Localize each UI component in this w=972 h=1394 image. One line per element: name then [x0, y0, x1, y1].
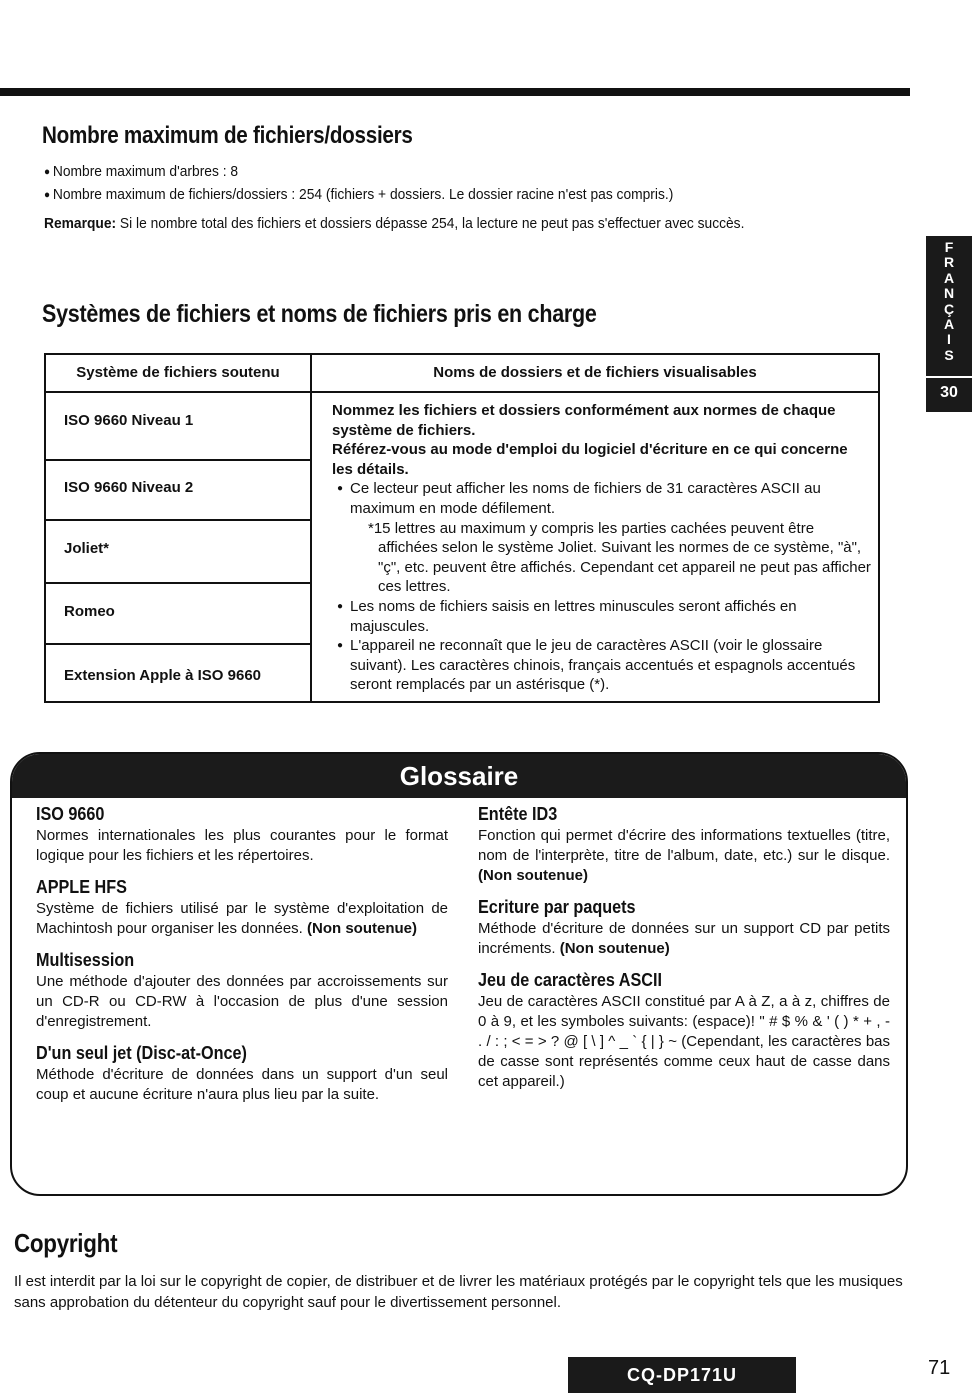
table-cell-system: Romeo: [64, 603, 115, 620]
tab-letter: F: [944, 239, 954, 255]
definition-text: Système de fichiers utilisé par le système d'exploitation de Machintosh pour organiser les données.: [36, 900, 448, 937]
tab-letter: S: [944, 346, 954, 363]
model-badge: CQ-DP171U: [568, 1357, 796, 1393]
software-reference: Référez-vous au mode d'emploi du logiciel d'écriture en ce qui concerne les détails.: [332, 441, 848, 478]
section-title-file-systems: Systèmes de fichiers et noms de fichiers pris en charge: [42, 300, 597, 328]
list-item: ● L'appareil ne reconnaît que le jeu de caractères ASCII (voir le glossaire suivant). Les caractères chinois, français accentués et espagnols accentués seront remplacés par un astérisque (*).: [332, 636, 872, 695]
glossary-box: [10, 752, 908, 1196]
list-item: ● Les noms de fichiers saisis en lettres minuscules seront affichés en majuscules.: [332, 597, 872, 636]
table-cell-system: ISO 9660 Niveau 1: [64, 412, 194, 429]
section-title-max-files: Nombre maximum de fichiers/dossiers: [42, 122, 413, 149]
row-divider: [46, 459, 310, 461]
glossary-definition: Normes internationales les plus courantes pour le format logique pour les fichiers et les répertoires.: [36, 827, 448, 864]
top-rule: [0, 88, 910, 96]
tab-letter: A: [943, 316, 955, 333]
list-item: ● Nombre maximum de fichiers/dossiers : 254 (fichiers + dossiers. Le dossier racine n'est pas compris.): [44, 184, 872, 207]
definition-text: Fonction qui permet d'écrire des informations textuelles (titre, nom de l'interprète, titre de l'album, date, etc.) sur le disque.: [478, 827, 890, 864]
tab-letter: R: [943, 254, 955, 271]
glossary-term: APPLE HFS: [36, 877, 127, 897]
language-tab: [926, 236, 972, 412]
glossary-term: Multisession: [36, 950, 135, 970]
bullet-text: Ce lecteur peut afficher les noms de fichiers de 31 caractères ASCII au maximum en mode défilement.: [350, 480, 821, 517]
definition-text: Méthode d'écriture de données sur un support CD par petits incréments.: [478, 920, 890, 957]
tab-divider: [926, 376, 972, 378]
unsupported-tag: (Non soutenue): [307, 920, 418, 937]
names-bullet-list: [332, 479, 872, 695]
glossary-term: Jeu de caractères ASCII: [478, 970, 663, 990]
glossary-definition: [478, 919, 890, 959]
glossary-column-left: [36, 802, 448, 1114]
table-cell-names: [332, 401, 872, 695]
list-item: [332, 479, 872, 597]
row-divider: [46, 582, 310, 584]
remark-label: Remarque:: [44, 215, 117, 232]
table-cell-system: Extension Apple à ISO 9660: [64, 667, 262, 684]
section-number: 30: [940, 384, 958, 401]
glossary-term: Ecriture par paquets: [478, 897, 636, 917]
tab-letter: I: [947, 331, 951, 348]
glossary-definition: Une méthode d'ajouter des données par accroissements sur un CD-R ou CD-RW à l'occasion de plus d'une session d'enregistrement.: [36, 973, 448, 1030]
glossary-term: D'un seul jet (Disc-at-Once): [36, 1043, 247, 1063]
table-header-systems: Système de fichiers soutenu: [76, 364, 280, 381]
glossary-definition: Jeu de caractères ASCII constitué par A à Z, a à z, chiffres de 0 à 9, et les symboles suivants: (espace)! " # $ % & ' ( ) * + , - . / : ; < = > ? @ [ \ ] ^ _ ` { | } ~ (Cependant, les caractères bas de casse sont représentés comme ceux haut de casse dans cet appareil.): [478, 993, 890, 1090]
row-divider: [46, 519, 310, 521]
table-cell-system: Joliet*: [64, 540, 110, 557]
naming-rule: Nommez les fichiers et dossiers conformément aux normes de chaque système de fichiers.: [332, 402, 836, 439]
tab-letter: N: [943, 285, 955, 302]
table-header-names: Noms de dossiers et de fichiers visualisables: [433, 364, 757, 381]
header-divider: [46, 391, 878, 393]
column-divider: [310, 355, 312, 701]
glossary-definition: [478, 826, 890, 886]
copyright-text: Il est interdit par la loi sur le copyright de copier, de distribuer et de livrer les matériaux protégés par le copyright tels que les musiques sans approbation du détenteur du copyright sauf pour le divertissement personnel.: [14, 1273, 903, 1311]
language-tab-letters: [926, 240, 972, 363]
remark: [44, 215, 872, 232]
remark-text: Si le nombre total des fichiers et dossiers dépasse 254, la lecture ne peut pas s'effectuer avec succès.: [119, 215, 745, 232]
section-title-copyright: Copyright: [14, 1228, 118, 1258]
tab-letter: A: [943, 269, 955, 286]
page-number: 71: [928, 1357, 951, 1379]
max-files-list: [44, 161, 872, 207]
glossary-term: Entête ID3: [478, 804, 558, 824]
tab-letter: Ç: [943, 300, 955, 317]
joliet-note: *15 lettres au maximum y compris les parties cachées peuvent être affichées selon le système Joliet. Suivant les normes de ce système, "à", "ç", etc. peuvent être affichés. Cependant cet appareil ne peut pas afficher ces lettres.: [368, 519, 871, 596]
glossary-title: Glossaire: [12, 754, 906, 798]
glossary-term: ISO 9660: [36, 804, 105, 824]
glossary-column-right: [478, 802, 890, 1101]
list-item: ● Nombre maximum d'arbres : 8: [44, 161, 872, 184]
table-cell-system: ISO 9660 Niveau 2: [64, 479, 194, 496]
row-divider: [46, 643, 310, 645]
unsupported-tag: (Non soutenue): [478, 867, 588, 884]
unsupported-tag: (Non soutenue): [559, 940, 670, 957]
file-system-table: [44, 353, 880, 703]
glossary-definition: [36, 899, 448, 939]
glossary-definition: Méthode d'écriture de données dans un support d'un seul coup et aucune écriture n'aura plus lieu par la suite.: [36, 1066, 448, 1103]
